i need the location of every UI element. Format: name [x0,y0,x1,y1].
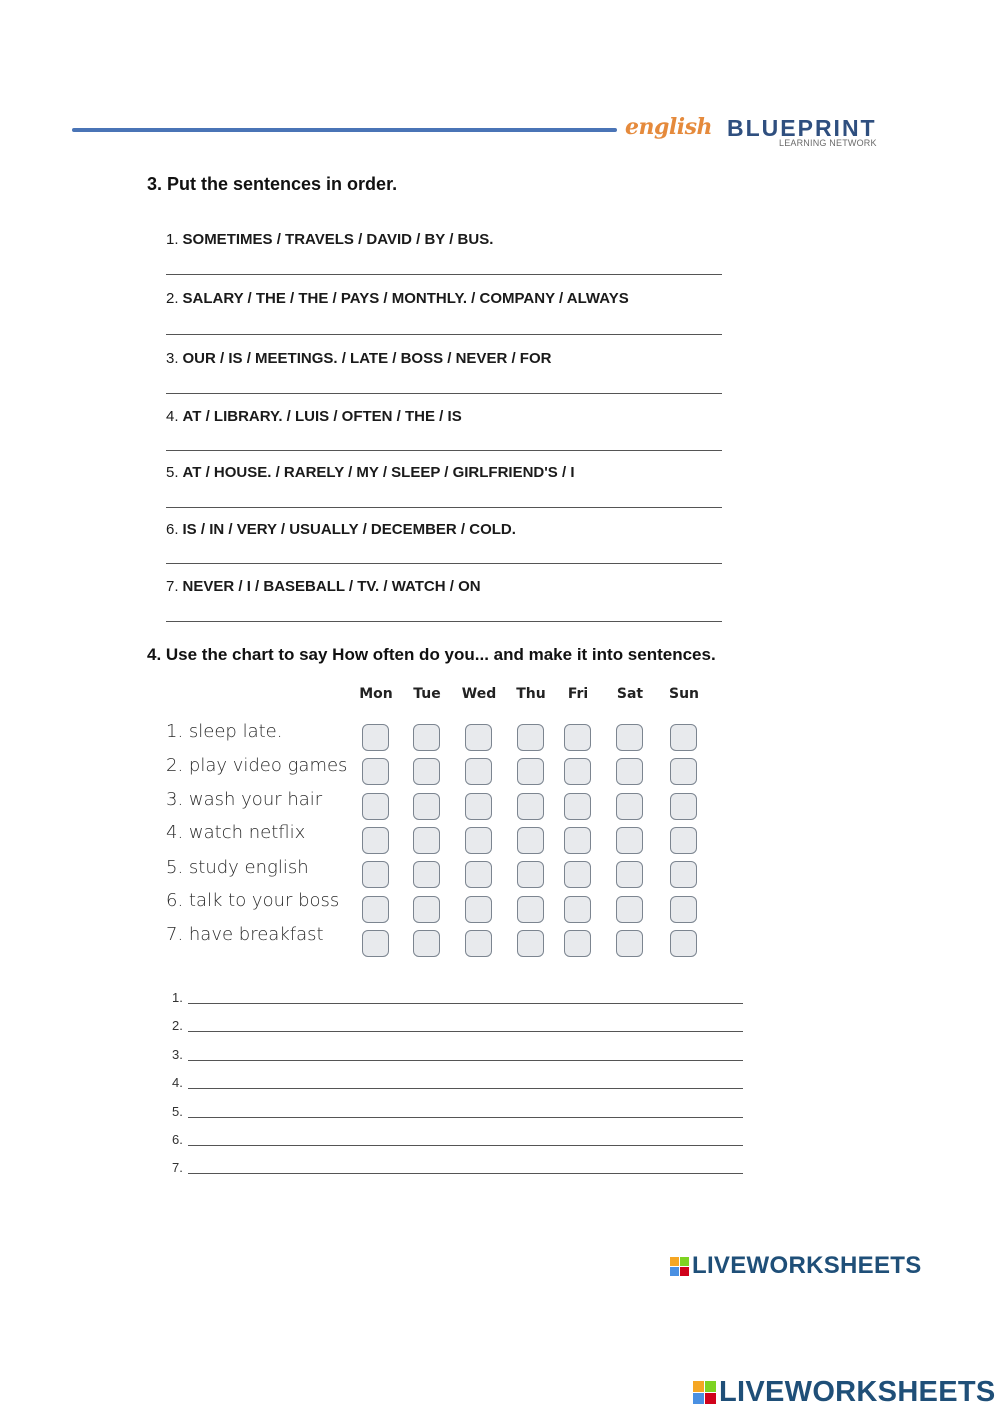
order-item-number: 2. [166,290,179,307]
checkbox-cell[interactable] [616,930,643,957]
sentence-answer-line[interactable] [188,1031,743,1032]
checkbox-cell[interactable] [564,724,591,751]
checkbox-cell[interactable] [517,896,544,923]
answer-line[interactable] [166,563,722,564]
activity-label: 4. watch netflix [166,822,306,843]
order-item-words: OUR / IS / MEETINGS. / LATE / BOSS / NEVER / FOR [182,350,552,367]
icon-square [680,1267,689,1276]
activity-label: 6. talk to your boss [166,890,340,911]
order-item [166,408,462,425]
order-item-number: 5. [166,464,179,481]
answer-line[interactable] [166,274,722,275]
liveworksheets-icon [670,1257,689,1276]
checkbox-cell[interactable] [465,724,492,751]
activity-label: 5. study english [166,857,309,878]
checkbox-cell[interactable] [564,861,591,888]
sentence-number: 3. [172,1047,183,1062]
liveworksheets-watermark [670,1252,922,1280]
checkbox-cell[interactable] [564,758,591,785]
checkbox-cell[interactable] [413,793,440,820]
order-item [166,231,493,248]
sentence-number: 2. [172,1018,183,1033]
checkbox-cell[interactable] [670,930,697,957]
checkbox-cell[interactable] [517,724,544,751]
order-item-number: 6. [166,521,179,538]
icon-square [680,1257,689,1266]
checkbox-cell[interactable] [616,724,643,751]
order-item-words: AT / HOUSE. / RARELY / MY / SLEEP / GIRLFRIEND'S / I [182,464,575,481]
order-item [166,464,575,481]
logo-script-text: english [625,114,712,140]
checkbox-cell[interactable] [670,861,697,888]
checkbox-cell[interactable] [413,724,440,751]
activity-label: 3. wash your hair [166,789,323,810]
activity-label: 1. sleep late. [166,721,283,742]
checkbox-cell[interactable] [465,861,492,888]
checkbox-cell[interactable] [517,793,544,820]
checkbox-cell[interactable] [362,861,389,888]
icon-square [693,1381,704,1392]
liveworksheets-icon [693,1381,716,1404]
order-item [166,521,516,538]
icon-square [705,1381,716,1392]
sentence-answer-line[interactable] [188,1145,743,1146]
order-item-number: 7. [166,578,179,595]
checkbox-cell[interactable] [564,827,591,854]
activity-label: 7. have breakfast [166,924,324,945]
icon-square [693,1393,704,1404]
checkbox-cell[interactable] [465,930,492,957]
checkbox-cell[interactable] [362,930,389,957]
checkbox-cell[interactable] [413,827,440,854]
sentence-number: 6. [172,1132,183,1147]
liveworksheets-watermark-bottom [693,1376,996,1409]
answer-line[interactable] [166,450,722,451]
checkbox-cell[interactable] [517,861,544,888]
order-item-words: NEVER / I / BASEBALL / TV. / WATCH / ON [182,578,481,595]
checkbox-cell[interactable] [362,827,389,854]
checkbox-cell[interactable] [465,758,492,785]
checkbox-cell[interactable] [616,896,643,923]
checkbox-cell[interactable] [465,896,492,923]
sentence-number: 7. [172,1160,183,1175]
answer-line[interactable] [166,393,722,394]
sentence-number: 1. [172,990,183,1005]
sentence-answer-line[interactable] [188,1088,743,1089]
order-item-words: IS / IN / VERY / USUALLY / DECEMBER / COLD. [182,521,516,538]
checkbox-cell[interactable] [670,724,697,751]
watermark-text: LIVEWORKSHEETS [719,1376,996,1408]
checkbox-cell[interactable] [670,758,697,785]
order-item [166,290,629,307]
checkbox-cell[interactable] [413,861,440,888]
answer-line[interactable] [166,621,722,622]
checkbox-cell[interactable] [670,896,697,923]
checkbox-cell[interactable] [616,827,643,854]
answer-line[interactable] [166,507,722,508]
day-header: Tue [413,686,441,702]
answer-line[interactable] [166,334,722,335]
checkbox-cell[interactable] [517,930,544,957]
order-item [166,350,551,367]
sentence-answer-line[interactable] [188,1173,743,1174]
checkbox-cell[interactable] [670,827,697,854]
checkbox-cell[interactable] [413,896,440,923]
checkbox-cell[interactable] [616,758,643,785]
order-item-number: 4. [166,408,179,425]
icon-square [705,1393,716,1404]
checkbox-cell[interactable] [517,827,544,854]
order-item [166,578,481,595]
checkbox-cell[interactable] [362,896,389,923]
checkbox-cell[interactable] [616,793,643,820]
checkbox-cell[interactable] [564,896,591,923]
day-header: Fri [567,686,589,702]
checkbox-cell[interactable] [465,827,492,854]
checkbox-cell[interactable] [616,861,643,888]
checkbox-cell[interactable] [670,793,697,820]
logo-caps-text: BLUEPRINT [727,115,877,141]
activity-label: 2. play video games [166,755,348,776]
day-header: Thu [516,686,546,702]
logo-subtitle: LEARNING NETWORK [779,138,877,148]
day-header: Sat [616,686,644,702]
header-rule [72,128,617,132]
order-item-words: SALARY / THE / THE / PAYS / MONTHLY. / COMPANY / ALWAYS [182,290,629,307]
day-header: Sun [668,686,700,702]
day-header: Wed [461,686,497,702]
icon-square [670,1267,679,1276]
sentence-answer-line[interactable] [188,1117,743,1118]
checkbox-cell[interactable] [362,758,389,785]
order-item-number: 3. [166,350,179,367]
section-4-title: 4. Use the chart to say How often do you... and make it into sentences. [147,645,716,664]
sentence-number: 5. [172,1104,183,1119]
section-3-title: 3. Put the sentences in order. [147,174,398,194]
checkbox-cell[interactable] [564,793,591,820]
checkbox-cell[interactable] [517,758,544,785]
day-header: Mon [359,686,393,702]
sentence-number: 4. [172,1075,183,1090]
icon-square [670,1257,679,1266]
sentence-answer-line[interactable] [188,1003,743,1004]
checkbox-cell[interactable] [564,930,591,957]
checkbox-cell[interactable] [362,724,389,751]
order-item-words: SOMETIMES / TRAVELS / DAVID / BY / BUS. [182,231,494,248]
order-item-words: AT / LIBRARY. / LUIS / OFTEN / THE / IS [182,408,462,425]
checkbox-cell[interactable] [413,930,440,957]
checkbox-cell[interactable] [465,793,492,820]
sentence-answer-line[interactable] [188,1060,743,1061]
order-item-number: 1. [166,231,179,248]
checkbox-cell[interactable] [362,793,389,820]
watermark-text: LIVEWORKSHEETS [692,1252,922,1279]
checkbox-cell[interactable] [413,758,440,785]
english-blueprint-logo [625,114,890,154]
